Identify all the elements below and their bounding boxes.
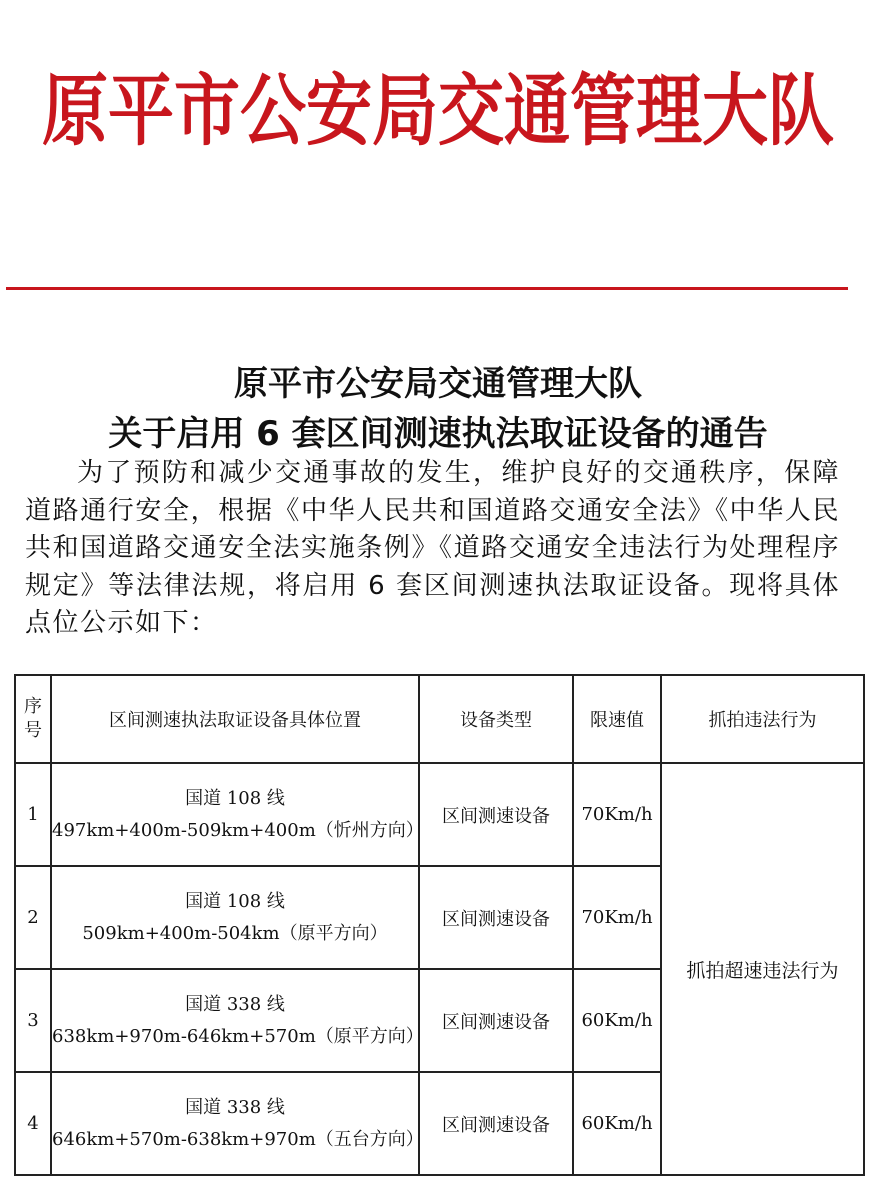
row-location (51, 866, 419, 969)
header-device-type: 设备类型 (419, 675, 573, 763)
row-range: 509km+400m-504km（原平方向） (82, 922, 388, 944)
row-location (51, 1072, 424, 1175)
row-road: 国道 108 线 (185, 890, 285, 912)
device-location-table (14, 674, 865, 1176)
row-seq: 3 (15, 969, 51, 1072)
header-behavior: 抓拍违法行为 (661, 675, 864, 763)
row-seq: 1 (15, 763, 51, 866)
row-location (51, 969, 424, 1072)
row-speed-limit: 70Km/h (573, 866, 661, 969)
row-device-type: 区间测速设备 (419, 866, 573, 969)
row-road: 国道 108 线 (185, 787, 285, 809)
table-header-row (15, 675, 864, 763)
row-device-type: 区间测速设备 (419, 763, 573, 866)
row-speed-limit: 70Km/h (573, 763, 661, 866)
row-road: 国道 338 线 (185, 1096, 285, 1118)
notice-title-line1: 原平市公安局交通管理大队 (234, 364, 642, 404)
row-device-type: 区间测速设备 (419, 1072, 573, 1175)
behavior-merged-cell: 抓拍超速违法行为 (661, 763, 864, 1175)
table-row (15, 763, 864, 866)
header-speed-limit: 限速值 (573, 675, 661, 763)
notice-body: 为了预防和减少交通事故的发生，维护良好的交通秩序，保障道路通行安全，根据《中华人民共和国道路交通安全法》《中华人民共和国道路交通安全法实施条例》《道路交通安全违法行为处理程序规定》等法律法规，将启用 6 套区间测速执法取证设备。现将具体点位公示如下： (25, 458, 840, 638)
agency-letterhead-title: 原平市公安局交通管理大队 (42, 64, 834, 157)
row-road: 国道 338 线 (185, 993, 285, 1015)
header-location: 区间测速执法取证设备具体位置 (51, 675, 419, 763)
row-speed-limit: 60Km/h (573, 1072, 661, 1175)
row-location (51, 763, 424, 866)
letterhead-divider (6, 287, 848, 290)
row-range: 497km+400m-509km+400m（忻州方向） (52, 819, 424, 841)
row-seq: 4 (15, 1072, 51, 1175)
row-speed-limit: 60Km/h (573, 969, 661, 1072)
row-seq: 2 (15, 866, 51, 969)
row-range: 646km+570m-638km+970m（五台方向） (52, 1128, 424, 1150)
notice-title-line2: 关于启用 6 套区间测速执法取证设备的通告 (108, 414, 768, 454)
header-seq-label: 序号 (23, 696, 42, 741)
row-device-type: 区间测速设备 (419, 969, 573, 1072)
header-seq (15, 675, 51, 763)
row-range: 638km+970m-646km+570m（原平方向） (52, 1025, 424, 1047)
